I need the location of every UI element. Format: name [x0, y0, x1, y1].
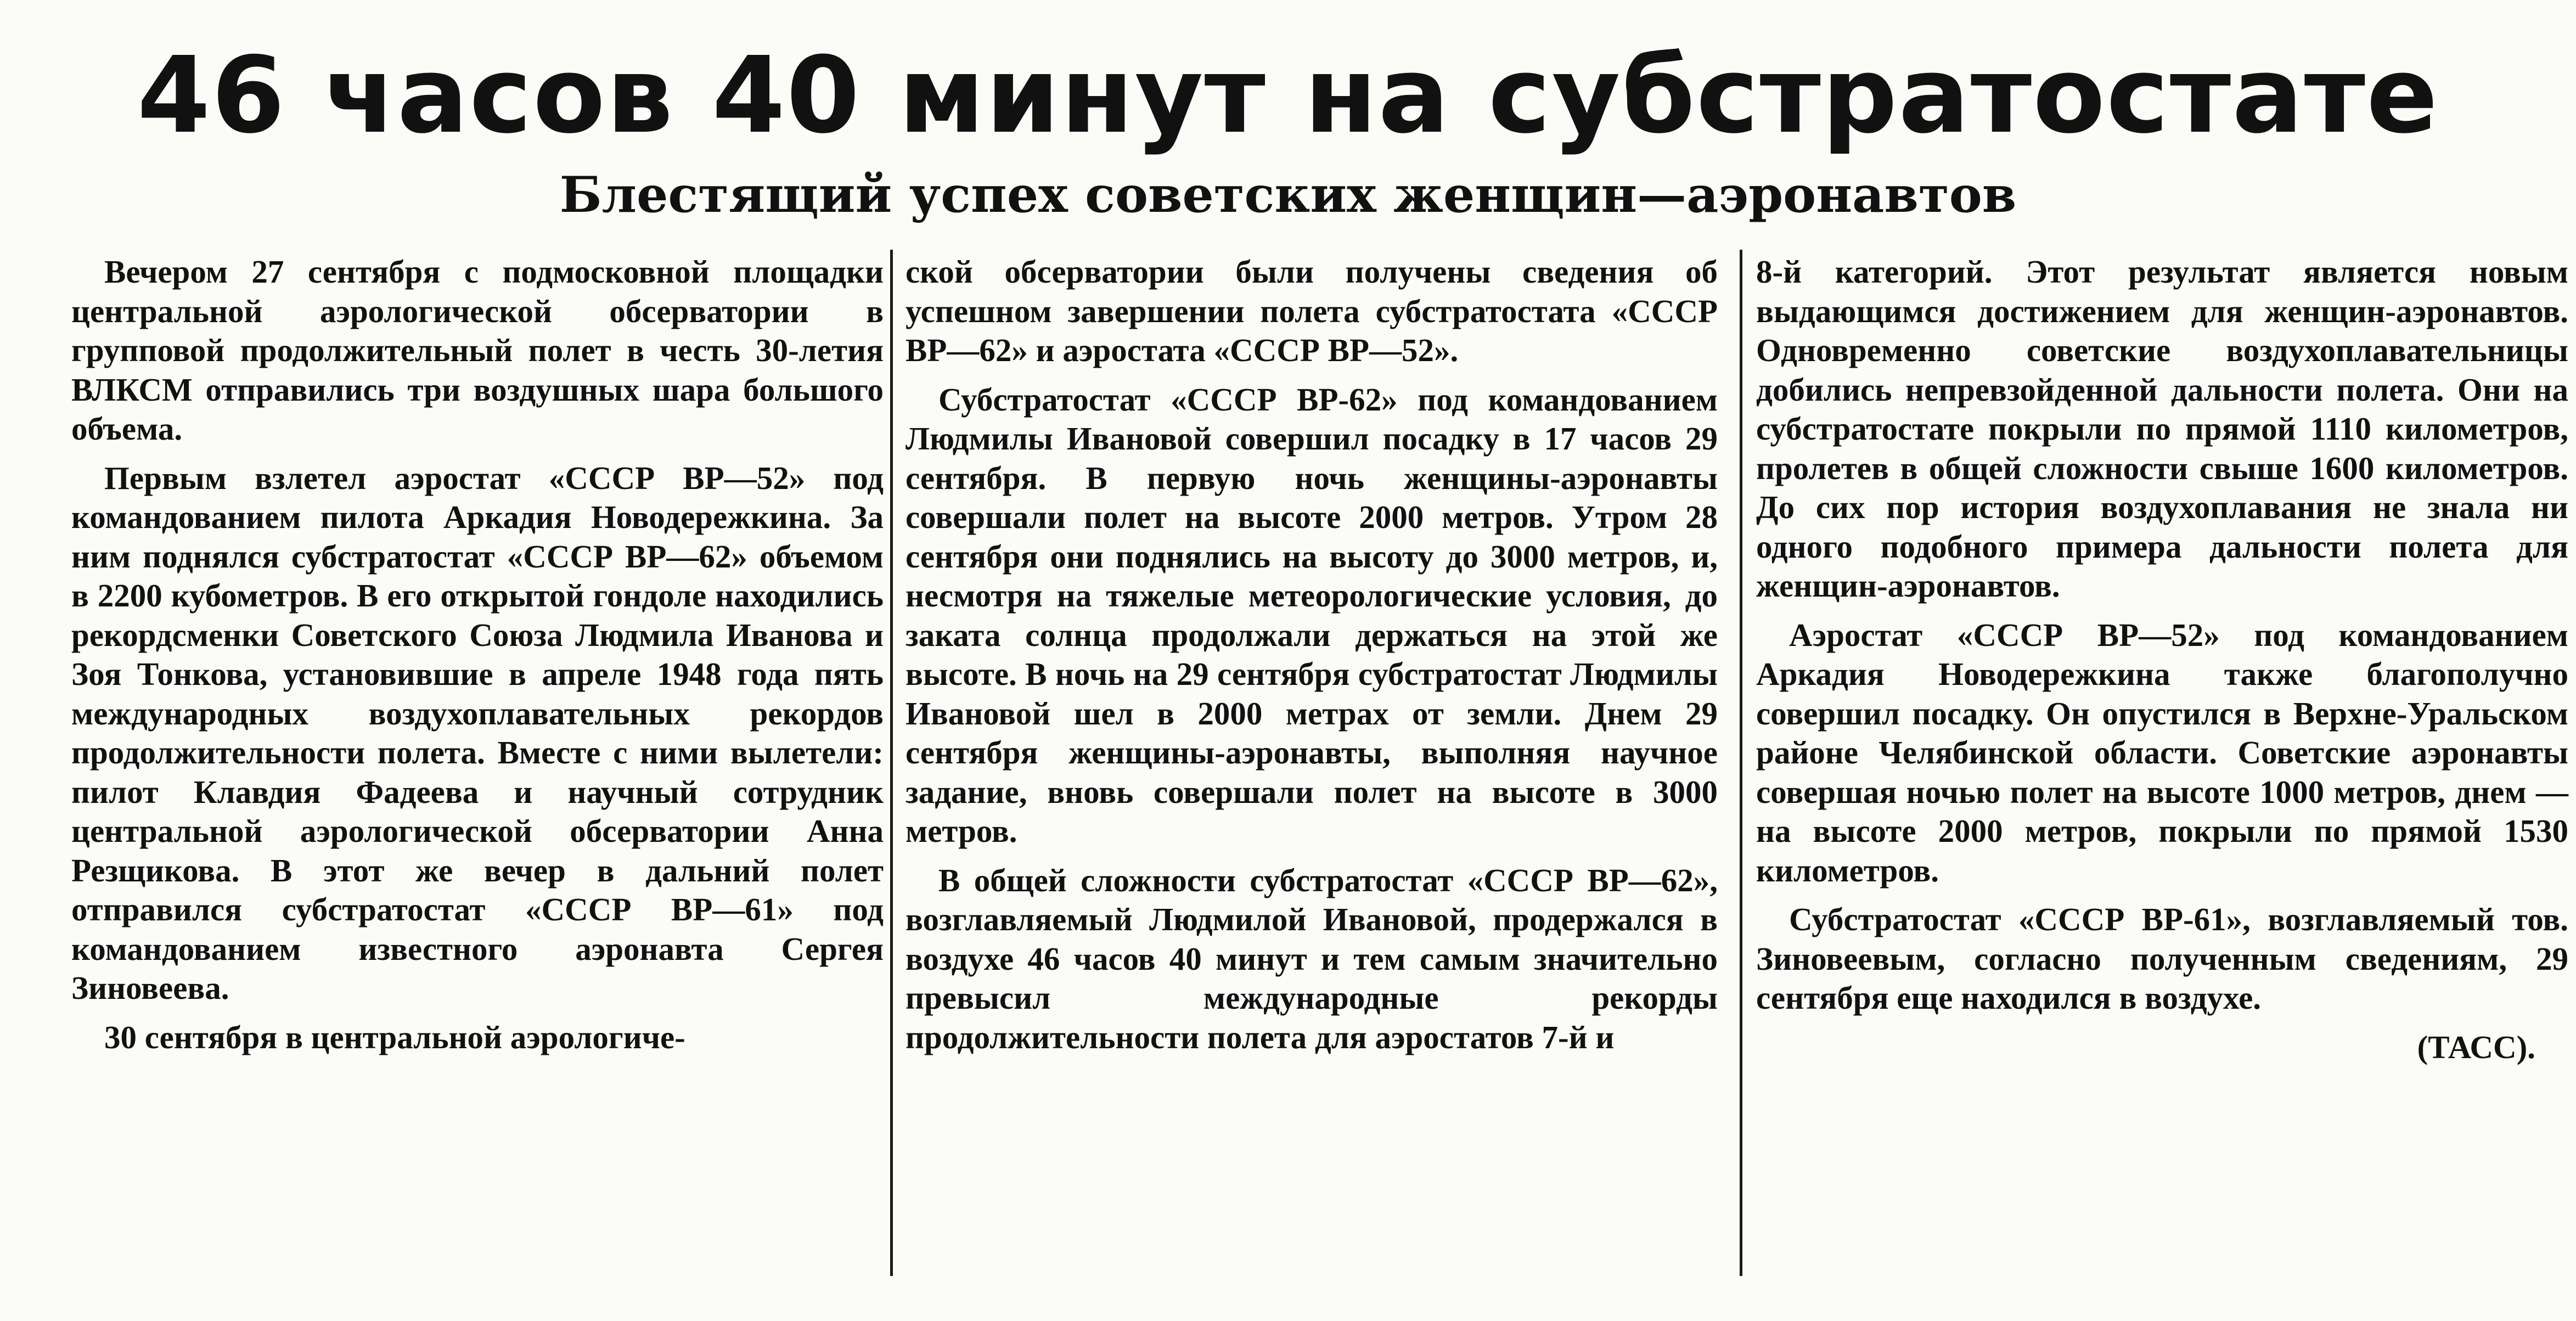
article-column-1	[71, 252, 884, 1067]
article-subheadline: Блестящий успех советских женщин—аэронавтов	[559, 166, 2017, 224]
column-divider	[890, 250, 893, 1276]
paragraph: Субстратостат «СССР ВР-62» под командованием Людмилы Ивановой совершил посадку в 17 часов 29 сентября. В первую ночь женщины-аэронавты совершали полет на высоте 2000 метров. Утром 28 сентября они поднялись на высоту до 3000 метров, и, несмотря на тяжелые метеорологические условия, до заката солнца продолжали держаться на этой же высоте. В ночь на 29 сентября субстратостат Людмилы Ивановой шел в 2000 метрах от земли. Днем 29 сентября женщины-аэронавты, выполняя научное задание, вновь совершали полет на высоте в 3000 метров.	[905, 381, 1718, 849]
paragraph: 8-й категорий. Этот результат является новым выдающимся достижением для женщин-аэронавтов. Одновременно советские воздухоплавательницы добились непревзойденной дальности полета. Они на субстратостате покрыли по прямой 1110 километров, пролетев в общей сложности свыше 1600 километров. До сих пор история воздухоплавания не знала ни одного подобного примера дальности полета для женщин-аэронавтов.	[1756, 254, 2568, 604]
paragraph: Аэростат «СССР ВР—52» под командованием Аркадия Новодережкина также благополучно совершил посадку. Он опустился в Верхне-Уральском районе Челябинской области. Советские аэронавты совершая ночью полет на высоте 1000 метров, днем — на высоте 2000 метров, покрыли по прямой 1530 километров.	[1756, 616, 2568, 889]
paragraph: Первым взлетел аэростат «СССР ВР—52» под командованием пилота Аркадия Новодережкина. За ним поднялся субстратостат «СССР ВР—62» объемом в 2200 кубометров. В его открытой гондоле находились рекордсменки Советского Союза Людмила Иванова и Зоя Тонкова, установившие в апреле 1948 года пять международных воздухоплавательных рекордов продолжительности полета. Вместе с ними вылетели: пилот Клавдия Фадеева и научный сотрудник центральной аэрологической обсерватории Анна Резщикова. В этот же вечер в дальний полет отправился субстратостат «СССР ВР—61» под командованием известного аэронавта Сергея Зиновеева.	[71, 459, 884, 1006]
paragraph: В общей сложности субстратостат «СССР ВР—62», возглавляемый Людмилой Ивановой, продержался в воздухе 46 часов 40 минут и тем самым значительно превысил международные рекорды продолжительности полета для аэростатов 7-й и	[905, 862, 1718, 1055]
article-column-3	[1756, 252, 2568, 1077]
article-signature: (ТАСС).	[2417, 1028, 2535, 1065]
paragraph: Вечером 27 сентября с подмосковной площадки центральной аэрологической обсерватории в групповой продолжительный полет в честь 30-летия ВЛКСМ отправились три воздушных шара большого объема.	[71, 254, 884, 447]
paragraph: Субстратостат «СССР ВР-61», возглавляемый тов. Зиновеевым, согласно полученным сведениям, 29 сентября еще находился в воздухе.	[1756, 901, 2568, 1016]
paragraph: 30 сентября в центральной аэрологиче-	[104, 1019, 685, 1055]
paragraph: ской обсерватории были получены сведения об успешном завершении полета субстратостата «СССР ВР—62» и аэростата «СССР ВР—52».	[905, 254, 1718, 368]
column-divider	[1740, 250, 1742, 1276]
article-headline: 46 часов 40 минут на субстратостате	[137, 35, 2439, 157]
article-column-2	[905, 252, 1718, 1067]
